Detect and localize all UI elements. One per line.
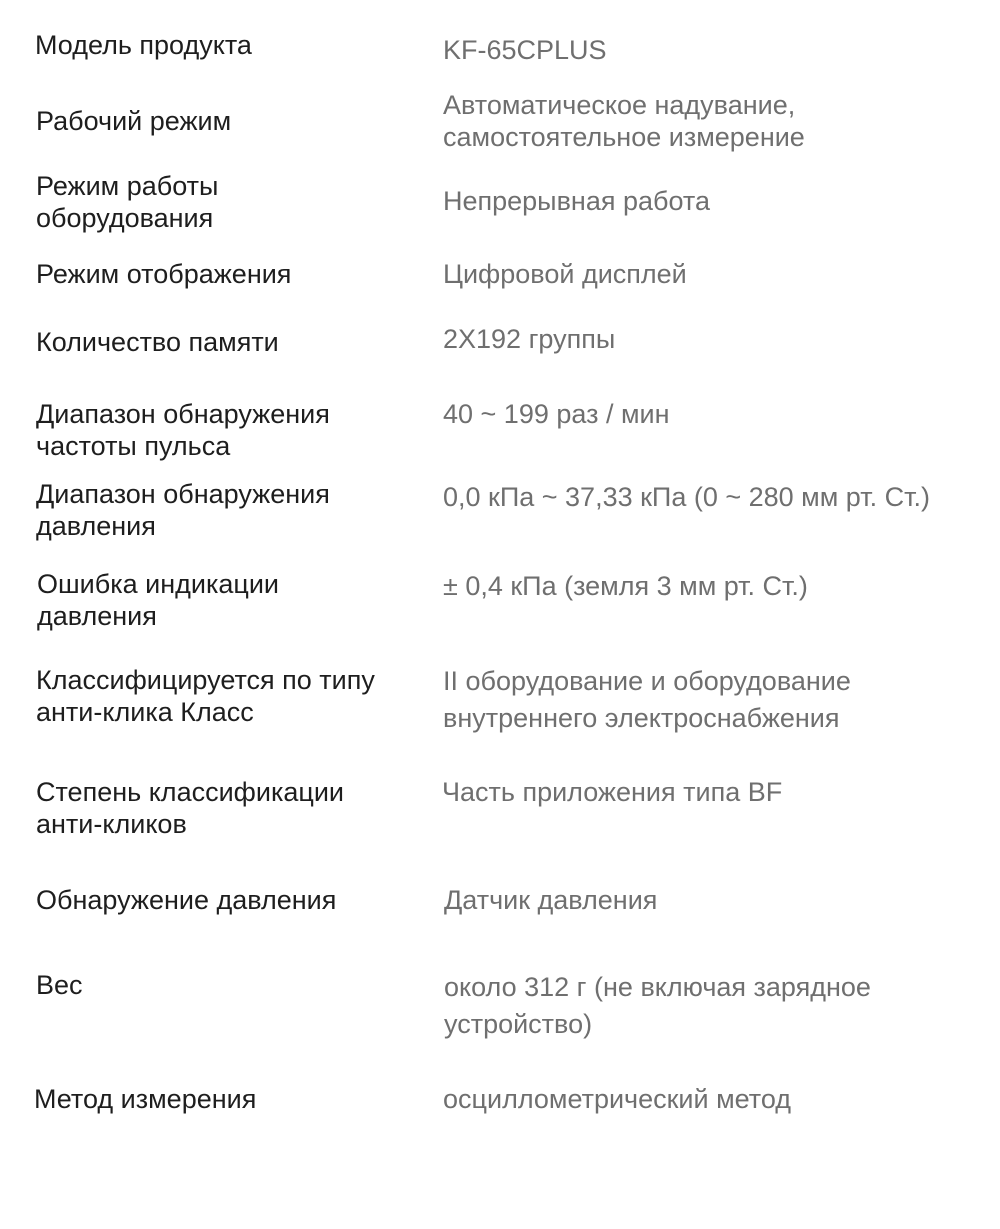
spec-value: 0,0 кПа ~ 37,33 кПа (0 ~ 280 мм рт. Ст.) bbox=[443, 482, 930, 512]
spec-label: Диапазон обнаружения давления bbox=[36, 479, 330, 541]
spec-label: Метод измерения bbox=[34, 1084, 257, 1114]
spec-value: II оборудование и оборудование внутреннего электроснабжения bbox=[443, 666, 851, 733]
spec-label: Модель продукта bbox=[35, 30, 252, 60]
spec-label: Диапазон обнаружения частоты пульса bbox=[36, 399, 330, 461]
spec-label: Степень классификации анти-кликов bbox=[36, 777, 345, 839]
spec-label: Ошибка индикации давления bbox=[37, 569, 280, 631]
spec-label: Обнаружение давления bbox=[36, 885, 337, 915]
spec-value: Цифровой дисплей bbox=[443, 259, 687, 289]
spec-value: Датчик давления bbox=[444, 885, 658, 915]
spec-label: Режим отображения bbox=[36, 259, 292, 289]
spec-label: Рабочий режим bbox=[36, 106, 232, 136]
spec-value: Часть приложения типа BF bbox=[442, 777, 783, 807]
spec-value: Непрерывная работа bbox=[443, 186, 710, 216]
spec-label: Режим работы оборудования bbox=[36, 171, 219, 233]
spec-value: KF-65CPLUS bbox=[443, 35, 607, 65]
spec-value: ± 0,4 кПа (земля 3 мм рт. Ст.) bbox=[443, 571, 808, 601]
spec-value: 40 ~ 199 раз / мин bbox=[443, 399, 670, 429]
spec-value: около 312 г (не включая зарядное устройство) bbox=[444, 972, 871, 1039]
spec-label: Количество памяти bbox=[36, 327, 279, 357]
spec-label: Классифицируется по типу анти-клика Класс bbox=[36, 665, 375, 727]
spec-value: осциллометрический метод bbox=[443, 1084, 792, 1114]
spec-label: Вес bbox=[36, 970, 83, 1000]
spec-value: 2X192 группы bbox=[443, 324, 616, 354]
spec-value: Автоматическое надувание, самостоятельное измерение bbox=[443, 90, 805, 152]
